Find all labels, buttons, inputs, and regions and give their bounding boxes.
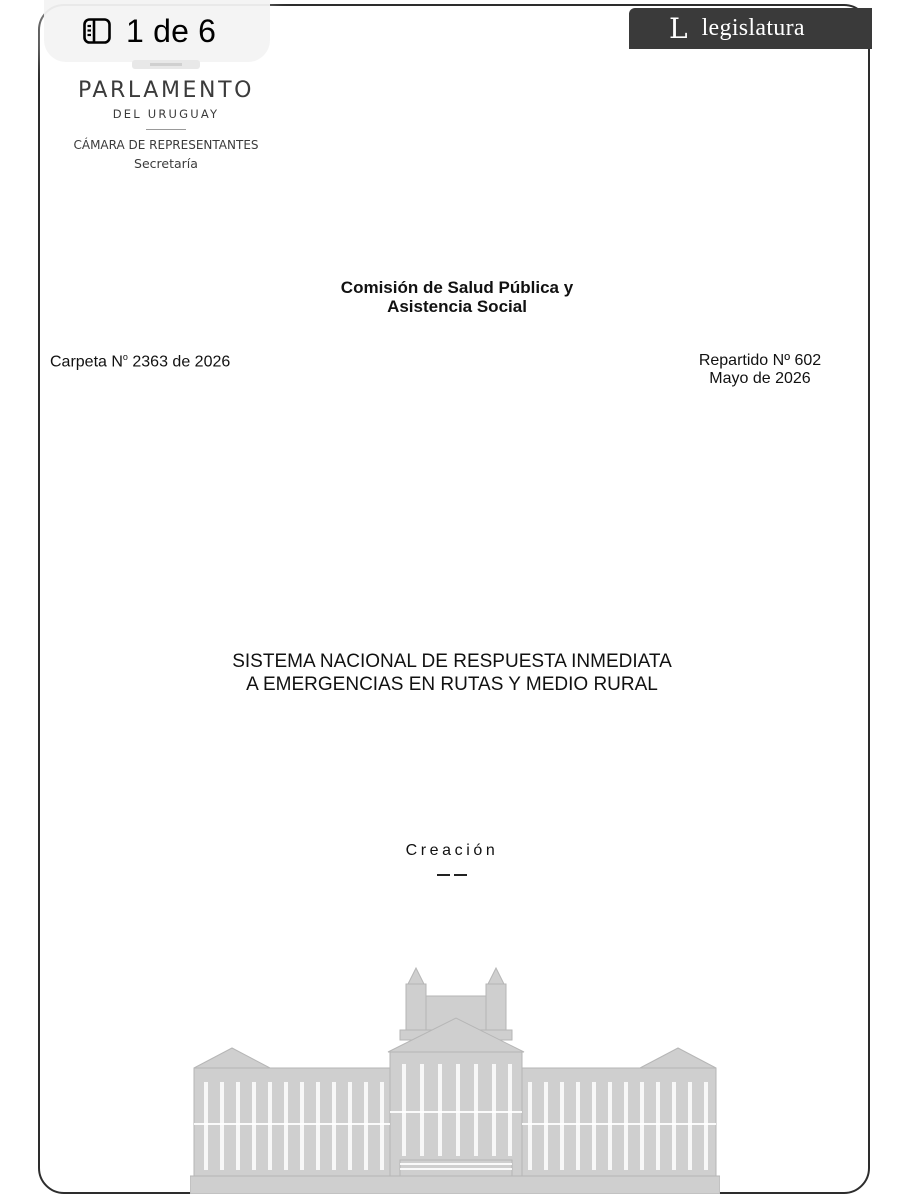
legislatura-initial: L bbox=[669, 11, 688, 45]
distribution-date: Mayo de 2026 bbox=[709, 370, 811, 387]
sidebar-icon bbox=[82, 16, 112, 46]
bill-title-line-1: SISTEMA NACIONAL DE RESPUESTA INMEDIATA bbox=[232, 651, 672, 672]
legislatura-banner bbox=[629, 8, 872, 49]
legislative-palace-icon bbox=[190, 964, 720, 1194]
subject-underline bbox=[437, 874, 467, 876]
committee-line-2: Asistencia Social bbox=[387, 297, 527, 316]
page-counter[interactable] bbox=[44, 0, 270, 62]
bill-subject: Creación bbox=[405, 842, 499, 859]
committee-name bbox=[0, 278, 904, 316]
page-counter-label: 1 de 6 bbox=[126, 12, 217, 49]
office-name: Secretaría bbox=[134, 156, 198, 171]
folder-degree: o bbox=[122, 352, 128, 362]
parliament-name: PARLAMENTO bbox=[77, 78, 255, 103]
folder-number bbox=[50, 352, 230, 371]
parliament-emblem-icon bbox=[126, 56, 206, 72]
institution-header bbox=[54, 56, 278, 171]
distribution-info bbox=[660, 352, 860, 388]
country-name: DEL URUGUAY bbox=[112, 107, 220, 121]
bill-title-line-2: A EMERGENCIAS EN RUTAS Y MEDIO RURAL bbox=[246, 674, 658, 695]
chamber-name: CÁMARA DE REPRESENTANTES bbox=[73, 138, 259, 152]
distribution-number: Repartido Nº 602 bbox=[698, 352, 822, 369]
legislatura-label: legislatura bbox=[701, 15, 805, 41]
committee-line-1: Comisión de Salud Pública y bbox=[340, 278, 574, 297]
folder-rest: 2363 de 2026 bbox=[127, 353, 231, 371]
folder-prefix: Carpeta N bbox=[50, 353, 123, 371]
bill-title bbox=[0, 650, 904, 696]
institution-divider bbox=[146, 129, 186, 130]
